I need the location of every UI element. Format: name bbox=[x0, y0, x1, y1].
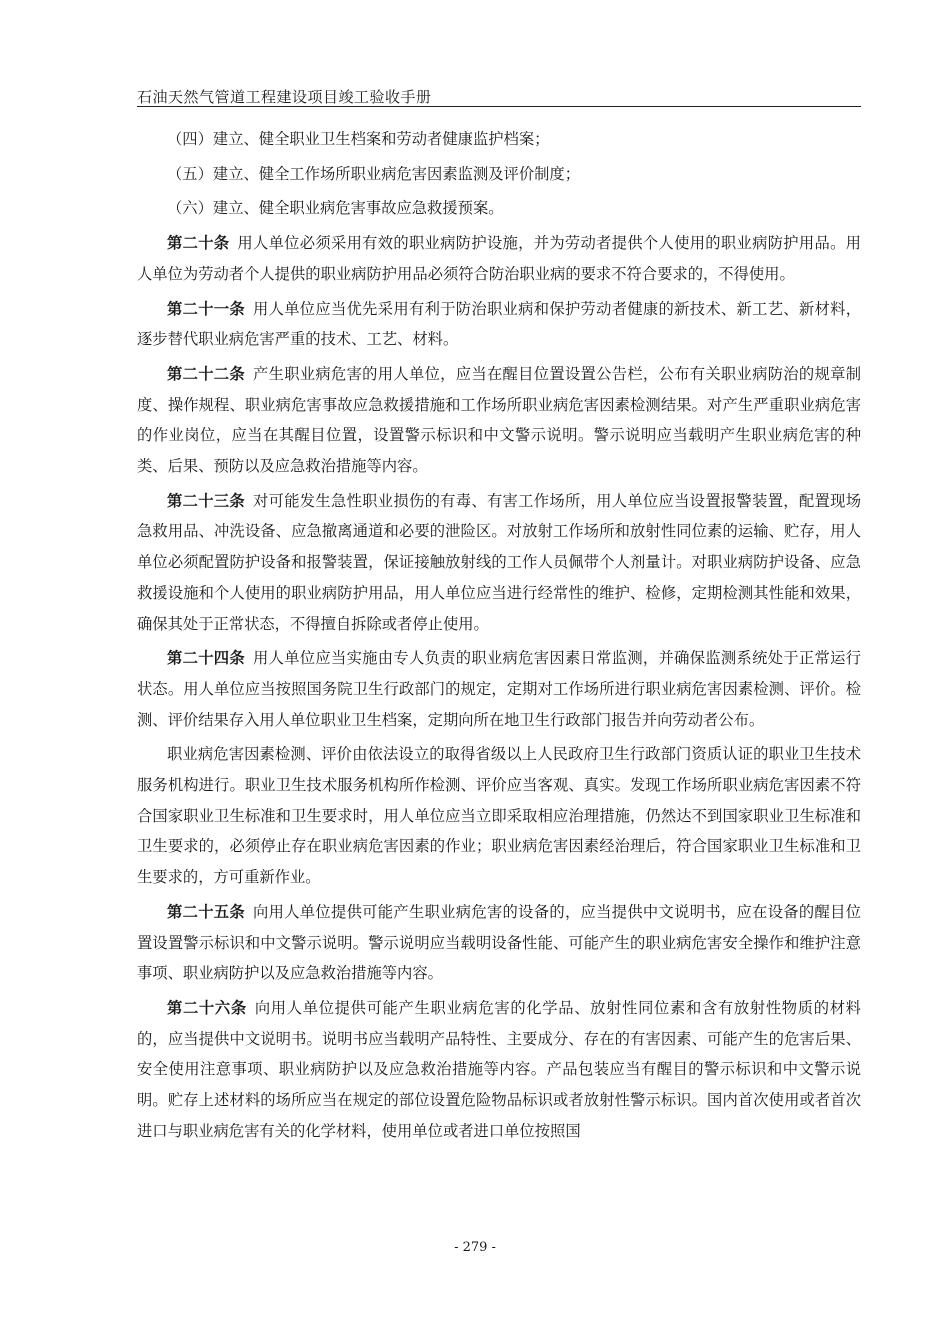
paragraph-text: 向用人单位提供可能产生职业病危害的设备的，应当提供中文说明书，应在设备的醒目位置设置警示标识和中文警示说明。警示说明应当载明设备性能、可能产生的职业病危害安全操作和维护注意事项、职业病防护以及应急救治措施等内容。 bbox=[137, 902, 861, 983]
paragraph-text: （六）建立、健全职业病危害事故应急救援预案。 bbox=[167, 199, 504, 218]
paragraph bbox=[137, 124, 861, 155]
article-number: 第二十四条 bbox=[167, 649, 245, 668]
paragraph-text: （五）建立、健全工作场所职业病危害因素监测及评价制度； bbox=[167, 164, 581, 183]
header-rule bbox=[137, 106, 861, 107]
paragraph-text: 用人单位必须采用有效的职业病防护设施，并为劳动者提供个人使用的职业病防护用品。用人单位为劳动者个人提供的职业病防护用品必须符合防治职业病的要求不符合要求的，不得使用。 bbox=[137, 234, 861, 283]
article-number: 第二十二条 bbox=[167, 364, 245, 383]
paragraph-text: 用人单位应当优先采用有利于防治职业病和保护劳动者健康的新技术、新工艺、新材料，逐步替代职业病危害严重的技术、工艺、材料。 bbox=[137, 299, 861, 349]
paragraph-text: （四）建立、健全职业卫生档案和劳动者健康监护档案； bbox=[167, 130, 550, 148]
article-number: 第二十五条 bbox=[167, 902, 245, 921]
paragraph bbox=[137, 159, 861, 190]
article-paragraph bbox=[137, 993, 861, 1147]
paragraph bbox=[137, 193, 861, 224]
article-number: 第二十条 bbox=[167, 234, 230, 253]
article-number: 第二十一条 bbox=[167, 299, 245, 318]
article-paragraph bbox=[137, 486, 861, 640]
article-number: 第二十六条 bbox=[167, 998, 247, 1017]
paragraph-text: 向用人单位提供可能产生职业病危害的化学品、放射性同位素和含有放射性物质的材料的，应当提供中文说明书。说明书应当载明产品特性、主要成分、存在的有害因素、可能产生的危害后果、安全使用注意事项、职业病防护以及应急救治措施等内容。产品包装应当有醒目的警示标识和中文警示说明。贮存上述材料的场所应当在规定的部位设置危险物品标识或者放射性警示标识。国内首次使用或者首次进口与职业病危害有关的化学材料，使用单位或者进口单位按照国 bbox=[137, 998, 861, 1140]
paragraph-text: 职业病危害因素检测、评价由依法设立的取得省级以上人民政府卫生行政部门资质认证的职业卫生技术服务机构进行。职业卫生技术服务机构所作检测、评价应当客观、真实。发现工作场所职业病危害因素不符合国家职业卫生标准和卫生要求时，用人单位应当立即采取相应治理措施，仍然达不到国家职业卫生标准和卫生要求的，必须停止存在职业病危害因素的作业；职业病危害因素经治理后，符合国家职业卫生标准和卫生要求的，方可重新作业。 bbox=[137, 745, 861, 887]
paragraph bbox=[137, 739, 861, 893]
article-paragraph bbox=[137, 643, 861, 735]
article-paragraph bbox=[137, 294, 861, 355]
article-paragraph bbox=[137, 359, 861, 482]
article-number: 第二十三条 bbox=[167, 491, 245, 510]
document-body bbox=[137, 124, 861, 1151]
article-paragraph bbox=[137, 897, 861, 989]
article-paragraph bbox=[137, 228, 861, 289]
page-header bbox=[137, 82, 861, 106]
paragraph-text: 用人单位应当实施由专人负责的职业病危害因素日常监测，并确保监测系统处于正常运行状态。用人单位应当按照国务院卫生行政部门的规定，定期对工作场所进行职业病危害因素检测、评价。检测、评价结果存入用人单位职业卫生档案，定期向所在地卫生行政部门报告并向劳动者公布。 bbox=[137, 649, 861, 729]
header-title: 石油天然气管道工程建设项目竣工验收手册 bbox=[137, 88, 432, 106]
page-number: - 279 - bbox=[454, 1240, 496, 1255]
paragraph-text: 对可能发生急性职业损伤的有毒、有害工作场所，用人单位应当设置报警装置，配置现场急救用品、冲洗设备、应急撤离通道和必要的泄险区。对放射工作场所和放射性同位素的运输、贮存，用人单位必须配置防护设备和报警装置，保证接触放射线的工作人员佩带个人剂量计。对职业病防护设备、应急救援设施和个人使用的职业病防护用品，用人单位应当进行经常性的维护、检修，定期检测其性能和效果，确保其处于正常状态，不得擅自拆除或者停止使用。 bbox=[137, 491, 861, 633]
paragraph-text: 产生职业病危害的用人单位，应当在醒目位置设置公告栏，公布有关职业病防治的规章制度、操作规程、职业病危害事故应急救援措施和工作场所职业病危害因素检测结果。对产生严重职业病危害的作业岗位，应当在其醒目位置，设置警示标识和中文警示说明。警示说明应当载明产生职业病危害的种类、后果、预防以及应急救治措施等内容。 bbox=[137, 364, 861, 476]
